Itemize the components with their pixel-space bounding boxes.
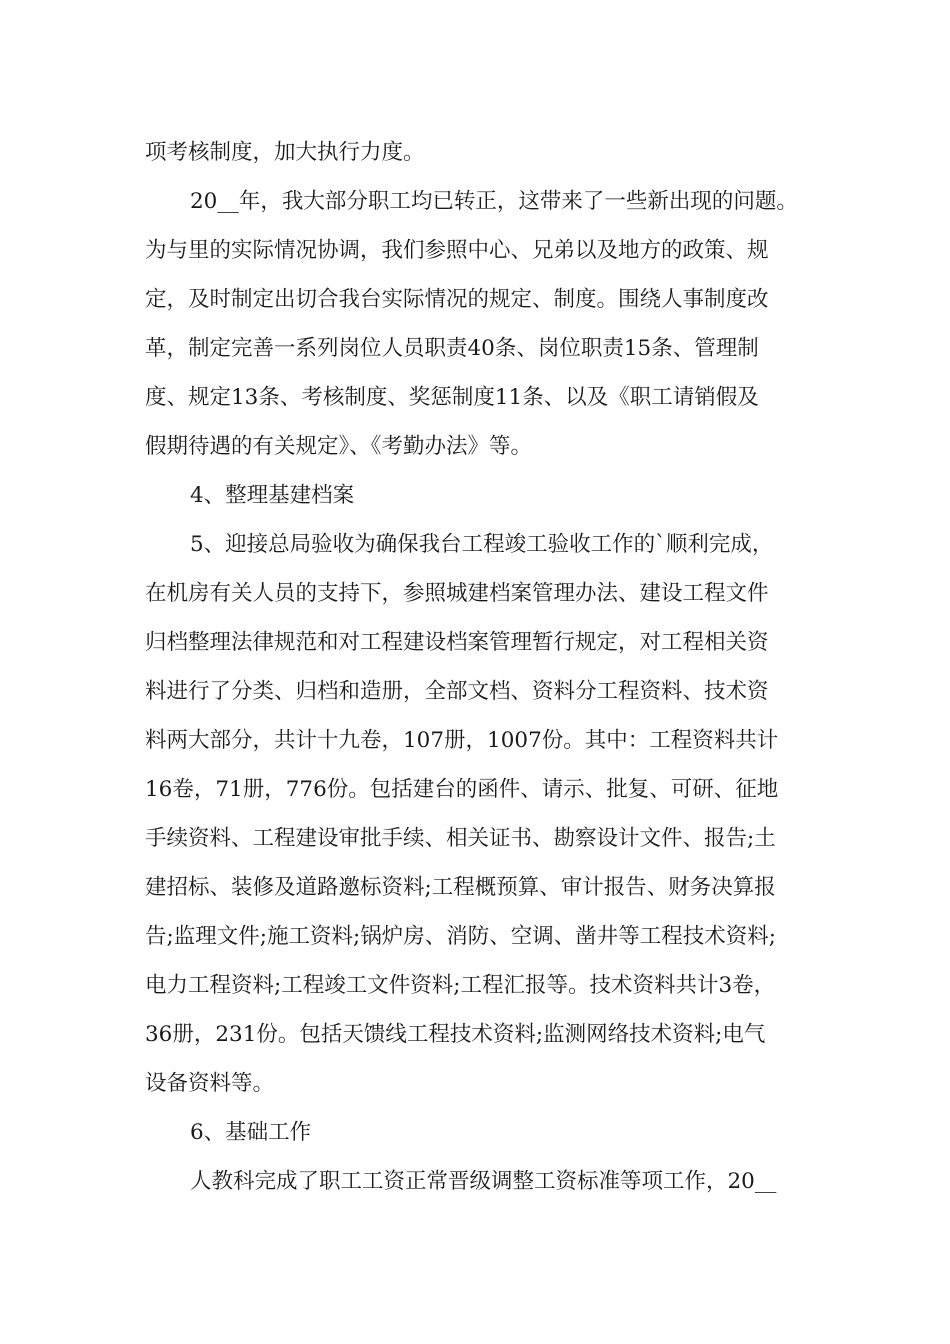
text-line: 建招标、装修及道路邀标资料;工程概预算、审计报告、财务决算报 [145,875,776,900]
text-line: 为与里的实际情况协调，我们参照中心、兄弟以及地方的政策、规 [145,238,769,263]
text-line: 料进行了分类、归档和造册，全部文档、资料分工程资料、技术资 [145,679,769,704]
text-line: 在机房有关人员的支持下，参照城建档案管理办法、建设工程文件 [145,581,769,606]
text-line: 电力工程资料;工程竣工文件资料;工程汇报等。技术资料共计3卷， [145,973,776,998]
text-line: 手续资料、工程建设审批手续、相关证书、勘察设计文件、报告;土 [145,826,776,851]
text-line: 度、规定13条、考核制度、奖惩制度11条、以及《职工请销假及 [145,385,759,410]
text-line: 定，及时制定出切合我台实际情况的规定、制度。围绕人事制度改 [145,287,769,312]
document-page [145,128,813,1206]
text-line: 36册，231份。包括天馈线工程技术资料;监测网络技术资料;电气 [145,1022,766,1047]
paragraph-start-line: 20__年，我大部分职工均已转正，这带来了一些新出现的问题。 [190,189,798,214]
text-line: 告;监理文件;施工资料;锅炉房、消防、空调、凿井等工程技术资料; [145,924,776,949]
text-line: 设备资料等。 [145,1071,275,1096]
text-line: 假期待遇的有关规定》、《考勤办法》等。 [145,434,533,459]
text-line: 料两大部分，共计十九卷，107册，1007份。其中：工程资料共计 [145,728,779,753]
text-line: 革，制定完善一系列岗位人员职责40条、岗位职责15条、管理制 [145,336,759,361]
text-line: 归档整理法律规范和对工程建设档案管理暂行规定，对工程相关资 [145,630,769,655]
section-heading-6: 6、基础工作 [190,1120,312,1145]
paragraph-start-line: 5、迎接总局验收为确保我台工程竣工验收工作的`顺利完成， [190,532,774,557]
text-line: 16卷，71册，776份。包括建台的函件、请示、批复、可研、征地 [145,777,779,802]
section-heading-4: 4、整理基建档案 [190,483,355,508]
text-line: 项考核制度，加大执行力度。 [145,140,425,165]
paragraph-start-line: 人教科完成了职工工资正常晋级调整工资标准等项工作，20__ [190,1169,777,1194]
